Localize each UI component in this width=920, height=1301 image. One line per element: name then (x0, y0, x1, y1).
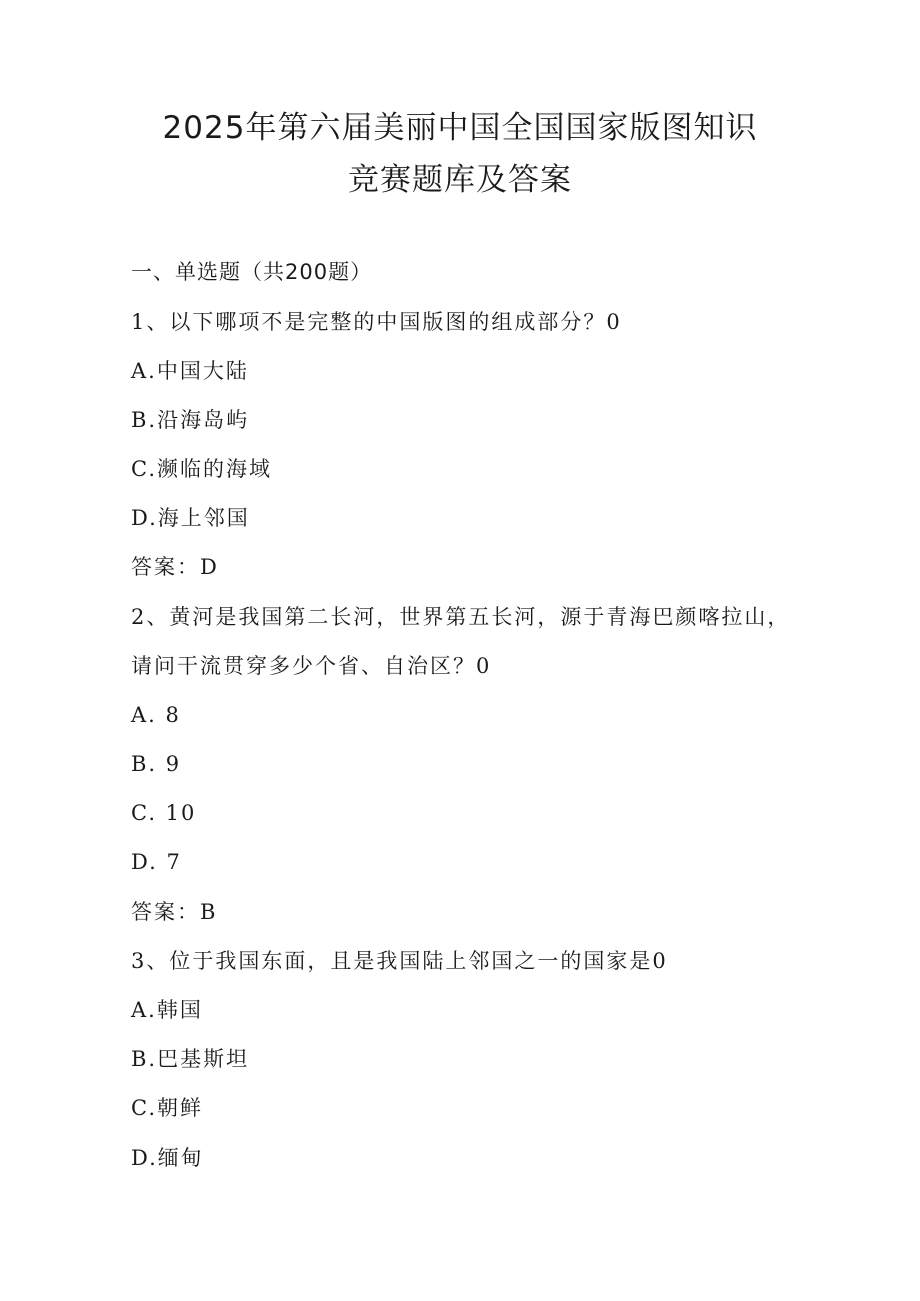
section-heading: 一、单选题（共200题） (131, 260, 373, 284)
question-3-option-d: D.缅甸 (131, 1146, 204, 1170)
question-2-option-a: A. 8 (131, 703, 181, 727)
question-1-option-b: B.沿海岛屿 (131, 408, 250, 432)
document-title-line-1: 2025年第六届美丽中国全国国家版图知识 (162, 110, 758, 146)
question-2-answer: 答案：B (131, 900, 218, 924)
question-2-stem-line-1: 2、黄河是我国第二长河，世界第五长河，源于青海巴颜喀拉山， (131, 605, 791, 629)
question-2-option-c: C. 10 (131, 801, 197, 825)
question-1-option-a: A.中国大陆 (131, 359, 249, 383)
document-title-line-2: 竞赛题库及答案 (348, 162, 572, 198)
question-3-option-a: A.韩国 (131, 998, 203, 1022)
question-1-answer: 答案：D (131, 555, 219, 579)
question-1-option-c: C.濒临的海域 (131, 457, 272, 481)
question-3-option-c: C.朝鲜 (131, 1096, 203, 1120)
question-2-option-d: D. 7 (131, 850, 182, 874)
question-3-stem: 3、位于我国东面，且是我国陆上邻国之一的国家是0 (131, 949, 668, 973)
question-1-option-d: D.海上邻国 (131, 506, 250, 530)
question-2-stem-line-2: 请问干流贯穿多少个省、自治区？0 (131, 654, 492, 678)
question-2-option-b: B. 9 (131, 752, 182, 776)
question-3-option-b: B.巴基斯坦 (131, 1047, 250, 1071)
question-1-stem: 1、以下哪项不是完整的中国版图的组成部分？0 (131, 310, 622, 334)
